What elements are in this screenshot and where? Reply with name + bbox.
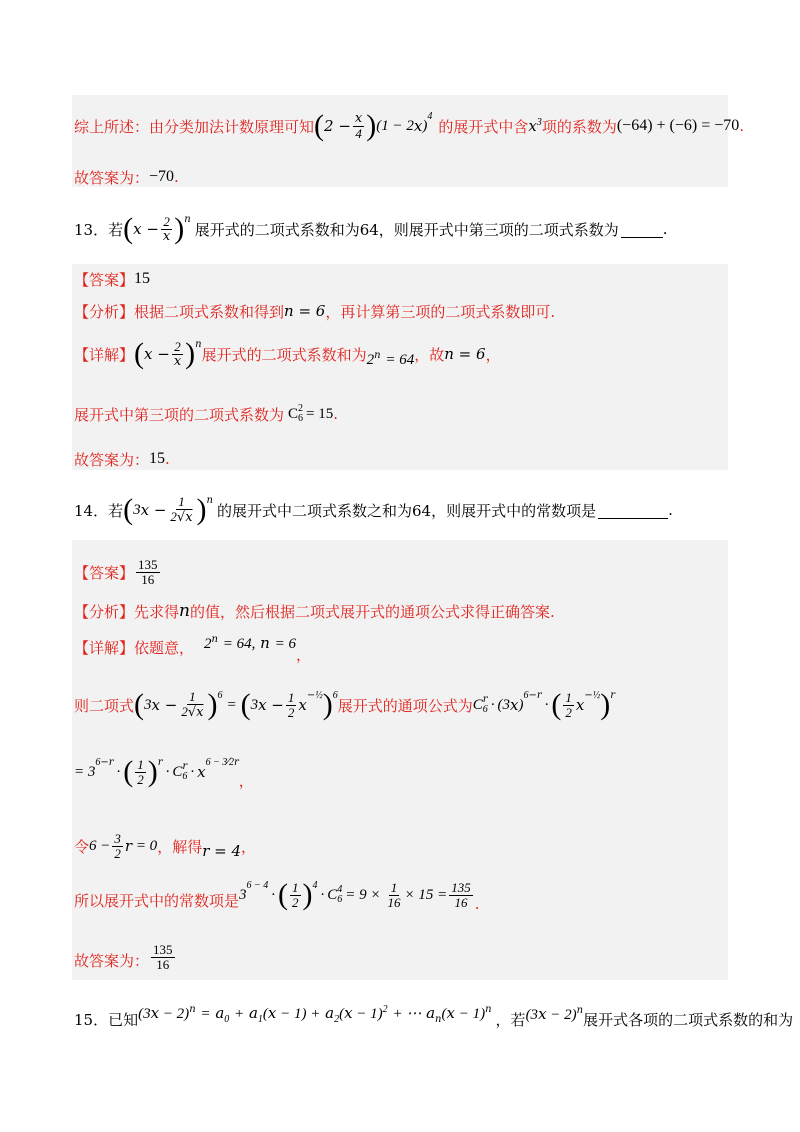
general-term-line [74,676,615,734]
answer-12-end: . [174,168,179,186]
solve-equation: 6 − $\frac{3}{2}$ r = 0 [89,830,158,861]
question-15-expression: $(3x - 2)^n = a_0 + a_1(x - 1) + a_2(x - 1)^2$ + ⋯ $a_n(x - 1)^n$ [138,1003,492,1025]
answer-12-label: 故答案为： [74,168,150,187]
detail-13-line-2 [74,400,338,428]
detail-13-expression: ( x − $\frac{2}{x}$ ) $^n$ [134,337,202,370]
final-14-denominator: 16 [156,956,170,972]
question-15-text-1: ，若 [495,1010,526,1029]
question-13-text: 展开式的二项式系数和为64，则展开式中第三项的二项式系数为 [194,220,619,239]
answer-14-line [74,552,162,592]
analysis-13-eq: n = 6 [284,302,326,320]
final-14-value [151,943,175,972]
solve-let: 令 [74,837,90,856]
final-14-line [74,940,177,980]
detail-13-line [74,330,501,378]
final-13-line [74,448,170,470]
solve-text: ，解得 [157,837,203,856]
final-13-end: . [165,450,170,468]
detail-14-line [74,632,311,662]
analysis-13-label: 【分析】 [74,302,135,321]
answer-13-value: 15 [134,270,151,287]
step-line [74,746,254,798]
question-14-number: 14．若 [74,501,124,520]
answer-13-label: 【答案】 [74,270,135,289]
analysis-14-text-1: 先求得 [134,602,180,621]
analysis-13-text-1: 根据二项式系数和得到 [134,302,285,321]
question-15-number: 15．已知 [74,1010,139,1029]
final-13-label: 故答案为： [74,450,150,469]
question-13-end: . [662,220,668,238]
detail-13-eq2: n = 6 [444,345,486,363]
analysis-14-line [74,600,555,622]
question-15 [74,1004,793,1034]
analysis-14-label: 【分析】 [74,602,135,621]
question-14-text: 的展开式中二项式系数之和为64，则展开式中的常数项是 [216,501,597,520]
detail-13-text-2: ，故 [414,345,445,364]
detail-13-eq1: 2$^n$ = 64 [366,349,415,368]
detail-13-line2-end: . [333,405,339,423]
summary-term: $x^3$ [528,117,542,135]
answer-14-denominator: 16 [141,571,155,587]
solve-result: r = 4 [202,842,242,860]
answer-12-line [74,166,179,188]
question-13-number: 13．若 [74,220,124,239]
step-end: ， [238,771,254,790]
analysis-14-text-2: 的值，然后根据二项式展开式的通项公式求得正确答案. [189,602,555,621]
question-14 [74,484,673,536]
analysis-13-text-2: ，再计算第三项的二项式系数即可. [325,302,556,321]
summary-mid: 的展开式中含 [438,117,529,136]
question-13-expression: ( x − $\frac{2}{x}$ ) $^n$ [123,212,191,245]
answer-14-numerator: 135 [138,556,158,572]
detail-13-text-1: 展开式的二项式系数和为 [201,345,367,364]
answer-13-line [74,268,150,290]
detail-13-text-3: ， [485,345,501,364]
general-term-text-2: 展开式的通项公式为 [337,696,473,715]
final-14-numerator: 135 [153,941,173,957]
detail-14-end: ， [295,645,311,664]
detail-13-label: 【详解】 [74,345,135,364]
general-term-text-1: 则二项式 [74,696,135,715]
detail-14-label: 【详解】 [74,638,135,657]
answer-14-label: 【答案】 [74,563,135,582]
detail-14-eq: 2$^n$ = 64, n = 6 [204,633,296,652]
solve-line [74,826,256,866]
answer-blank-13[interactable] [621,221,663,238]
question-13 [74,205,668,253]
analysis-14-var: n [179,601,190,621]
summary-expression: ( 2 − $\frac{x}{4}$ ) (1 − 2 x ) $^4$ [314,109,433,142]
summary-line [74,102,744,150]
summary-prefix: 综上所述：由分类加法计数原理可知 [74,117,315,136]
answer-blank-14[interactable] [598,502,668,519]
detail-13-line2-eq: C 2 6 = 15 [288,403,334,424]
general-term-expr-1: ( 3 x − $\frac{1}{2√x}$ ) $^6$ = ( 3 x − $\frac{1}{2}$ x $^{-\frac{1}{2}}$ ) $^6$ [134,688,338,721]
summary-end: . [739,117,745,135]
constant-term-expression: 3 $^{6 - 4}$ · ( $\frac{1}{2}$ ) $^4$ · C 4 6 = 9 × $\frac{1}{16}$ × 15 = $\frac{135}{16}$ [239,878,471,911]
general-term-expr-2: C r 6 · (3 x ) $^{6 -r}$ · ( $\frac{1}{2}$ x $^{-\frac{1}{2}}$ ) $^r$ [472,688,616,721]
solve-end: ， [241,837,257,856]
step-expression: = 3 $^{6 -r}$ · ( $\frac{1}{2}$ ) $^r$ · C r 6 · x $^{6 - 3 ⁄2 r}$ [74,755,239,788]
question-14-expression: ( 3 x − $\frac{1}{2√x}$ ) $^n$ [123,493,213,526]
summary-result: (−64) + (−6) = −70 [616,117,740,134]
question-15-expression-2: $(3x - 2)^n$ [525,1004,584,1023]
constant-term-text: 所以展开式中的常数项是 [74,891,240,910]
question-15-text-2: 展开式各项的二项式系数的和为 [583,1010,794,1029]
constant-term-line [74,876,480,924]
summary-mid2: 项的系数为 [541,117,617,136]
constant-term-end: . [474,895,480,913]
detail-14-text-1: 依题意， [134,638,195,657]
final-13-value: 15 [149,450,166,467]
detail-13-line2-text: 展开式中第三项的二项式系数为 [74,405,285,424]
analysis-13-line [74,300,555,322]
final-14-label: 故答案为： [74,951,150,970]
question-14-end: . [668,501,673,519]
answer-14-value [136,558,160,587]
answer-12-value: −70 [149,168,175,185]
